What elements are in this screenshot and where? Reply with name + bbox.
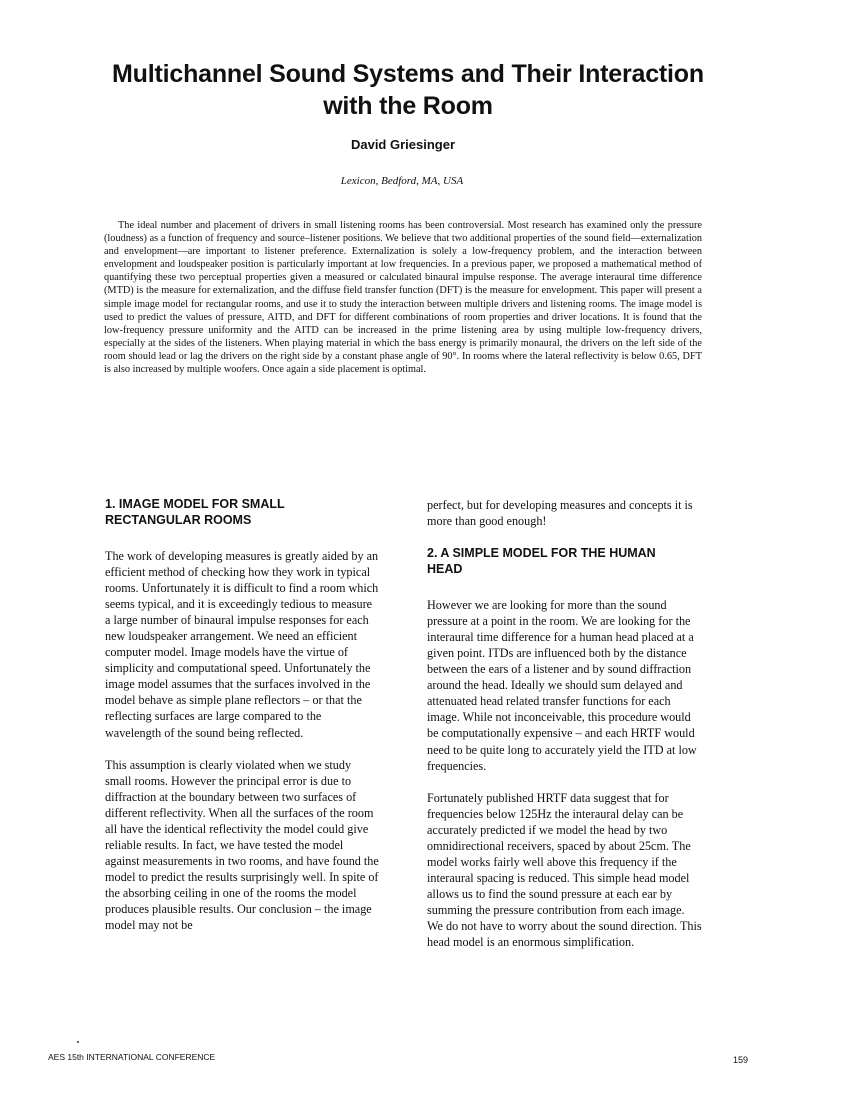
author-affiliation: Lexicon, Bedford, MA, USA: [340, 175, 464, 187]
section-1-heading-line-2: RECTANGULAR ROOMS: [105, 513, 252, 527]
author-name: David Griesinger: [350, 137, 456, 152]
paper-title: [40, 58, 776, 122]
section-1-heading: [105, 496, 380, 528]
section-2-heading-line-2: HEAD: [427, 562, 463, 577]
section-2-paragraph-1: However we are looking for more than the sound pressure at a point in the room. We are looking for the interaural time difference for a human head placed at a given point. ITDs are influenced both by the distance between the ears of a listener and by sound diffraction around the head. Ideally we should sum delayed and attenuated head related transfer functions for each image. While not inconceivable, this procedure would be computationally expensive – and each HRTF would need to be quite long to accurately yield the ITD at low frequencies.: [427, 598, 697, 773]
section-1-paragraph-2: This assumption is clearly violated when we study small rooms. However the principal error is due to diffraction at the boundary between two surfaces of different reflectivity. When all the surfaces of the room all have the identical reflectivity the model could give reliable results. In fact, we have tested the model against measurements in two rooms, and have found the model to predict the results surprisingly well. In spite of the absorbing ceiling in one of the rooms the model produces plausible results. Our conclusion – the image model may not be: [105, 757, 379, 933]
title-line-1: Multichannel Sound Systems and Their Interaction: [112, 60, 704, 88]
scan-speck: [77, 1041, 79, 1043]
page-number: 159: [733, 1055, 749, 1065]
footer-conference: AES 15th INTERNATIONAL CONFERENCE: [48, 1052, 216, 1062]
section-1-paragraph-1: The work of developing measures is greatly aided by an efficient method of checking how they work in typical rooms. Unfortunately it is difficult to find a room which seems typical, and it is exceedingly tedious to measure a large number of binaural impulse responses for each new loudspeaker arrangement. We need an efficient computer model. Image models have the virtue of simplicity and computational speed. Unfortunately the image model assumes that the surfaces involved in the model behave as simple plane reflectors – or that the reflecting surfaces are large compared to the wavelength of the sound being reflected.: [105, 549, 379, 740]
section-2-heading-line-1: 2. A SIMPLE MODEL FOR THE HUMAN: [427, 546, 656, 561]
section-2-heading: [427, 545, 702, 577]
left-column: [105, 496, 380, 949]
section-1-continuation: perfect, but for developing measures and concepts it is more than good enough!: [427, 498, 693, 529]
section-1-heading-line-1: 1. IMAGE MODEL FOR SMALL: [105, 497, 285, 511]
title-line-2: with the Room: [323, 92, 493, 120]
abstract: The ideal number and placement of drivers in small listening rooms has been controversial. Most research has examined only the pressure (loudness) as a function of frequency and source–listener positions. We believe that two additional properties of the sound field—externalization and envelopment—are important to listener preference. Externalization is solely a low-frequency problem, and the interaction between envelopment and loudspeaker position is particularly important at low frequencies. In a previous paper, we proposed a mathematical method of quantifying these two perceptual properties given a measured or calculated binaural impulse response. The average interaural time difference (MTD) is the measure for externalization, and the diffuse field transfer function (DFT) is the measure for envelopment. This paper will present a simple image model for rectangular rooms, and use it to study the interaction between multiple drivers and listening rooms. The image model is used to predict the values of pressure, AITD, and DFT for different combinations of room properties and driver locations. It is found that the low-frequency pressure uniformity and the AITD can be increased in the prime listening area by using multiple low-frequency drivers, especially at the sides of the listeners. When playing material in which the bass energy is primarily monaural, the drivers on the left side of the room should lead or lag the drivers on the right side by a constant phase angle of 90°. In rooms where the lateral reflectivity is below 0.65, DFT is also increased by multiple woofers. Once again a side placement is optimal.: [104, 220, 702, 376]
section-2-paragraph-2: Fortunately published HRTF data suggest that for frequencies below 125Hz the interaural delay can be accurately predicted if we model the head by two omnidirectional receivers, spaced by about 25cm. The model works fairly well above this frequency if the interaural spacing is reduced. This simple head model allows us to find the sound pressure at each ear by summing the pressure contribution from each image. We do not have to worry about the sound direction. This head model is an enormous simplification.: [427, 790, 702, 950]
right-column: [427, 497, 702, 966]
